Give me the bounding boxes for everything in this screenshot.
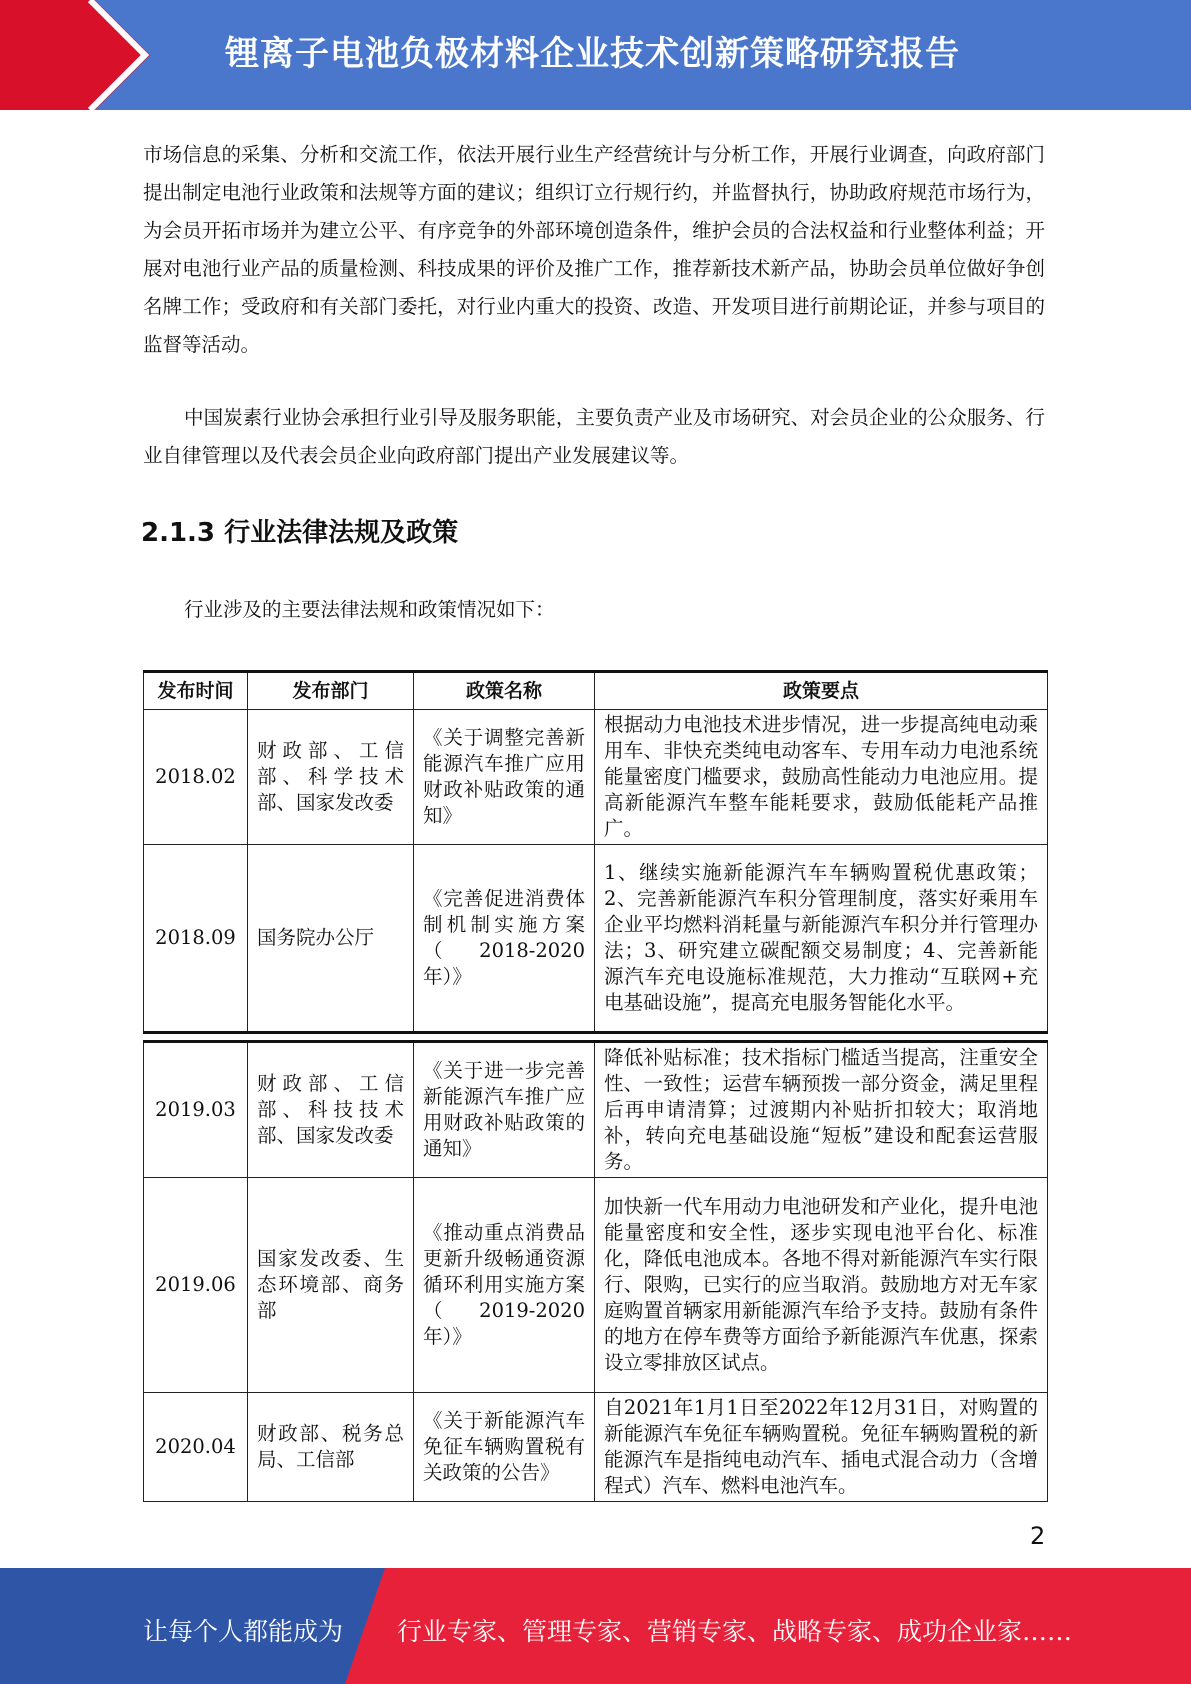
page-number: 2 <box>1030 1522 1046 1550</box>
paragraph-2-text: 中国炭素行业协会承担行业引导及服务职能，主要负责产业及市场研究、对会员企业的公众服务、行业自律管理以及代表会员企业向政府部门提出产业发展建议等。 <box>143 406 1045 467</box>
cell-policy-points: 加快新一代车用动力电池研发和产业化，提升电池能量密度和安全性，逐步实现电池平台化、标准化，降低电池成本。各地不得对新能源汽车实行限行、限购，已实行的应当取消。鼓励地方对无车家庭购置首辆家用新能源汽车给予支持。鼓励有条件的地方在停车费等方面给予新能源汽车优惠，探索设立零排放区试点。 <box>595 1178 1048 1393</box>
cell-date: 2018.02 <box>144 710 248 845</box>
paragraph-1-text: 市场信息的采集、分析和交流工作，依法开展行业生产经营统计与分析工作，开展行业调查，向政府部门提出制定电池行业政策和法规等方面的建议；组织订立行规行约，并监督执行，协助政府规范市场行为，为会员开拓市场并为建立公平、有序竞争的外部环境创造条件，维护会员的合法权益和行业整体利益；开展对电池行业产品的质量检测、科技成果的评价及推广工作，推荐新技术新产品，协助会员单位做好争创名牌工作；受政府和有关部门委托，对行业内重大的投资、改造、开发项目进行前期论证，并参与项目的监督等活动。 <box>143 143 1045 356</box>
header-date: 发布时间 <box>144 672 248 710</box>
cell-dept: 财政部、工信部、科学技术部、国家发改委 <box>248 710 414 845</box>
cell-dept: 财政部、工信部、科技技术部、国家发改委 <box>248 1042 414 1178</box>
page-header <box>0 0 1191 110</box>
footer-slogan-right: 行业专家、管理专家、营销专家、战略专家、成功企业家…… <box>397 1617 1073 1646</box>
paragraph-2 <box>143 399 1045 475</box>
table-row <box>144 1042 1048 1178</box>
page-footer <box>0 1568 1191 1684</box>
header-policy-points: 政策要点 <box>595 672 1048 710</box>
cell-dept: 国务院办公厅 <box>248 845 414 1033</box>
cell-date: 2018.09 <box>144 845 248 1033</box>
report-title: 锂离子电池负极材料企业技术创新策略研究报告 <box>225 34 960 74</box>
cell-date: 2020.04 <box>144 1393 248 1502</box>
table-row <box>144 1393 1048 1502</box>
cell-policy-name: 《关于进一步完善新能源汽车推广应用财政补贴政策的通知》 <box>414 1042 595 1178</box>
table-row <box>144 845 1048 1033</box>
header-policy-name: 政策名称 <box>414 672 595 710</box>
cell-dept: 财政部、税务总局、工信部 <box>248 1393 414 1502</box>
header-dept: 发布部门 <box>248 672 414 710</box>
cell-dept: 国家发改委、生态环境部、商务部 <box>248 1178 414 1393</box>
cell-policy-name: 《关于新能源汽车免征车辆购置税有关政策的公告》 <box>414 1393 595 1502</box>
section-heading: 2.1.3 行业法律法规及政策 <box>141 518 459 548</box>
policy-table-part-1 <box>143 670 1048 1034</box>
cell-policy-name: 《完善促进消费体制机制实施方案（2018-2020年）》 <box>414 845 595 1033</box>
paragraph-3-text: 行业涉及的主要法律法规和政策情况如下： <box>184 598 555 621</box>
footer-slogan-left: 让每个人都能成为 <box>143 1617 344 1646</box>
cell-date: 2019.06 <box>144 1178 248 1393</box>
cell-policy-points: 降低补贴标准；技术指标门槛适当提高，注重安全性、一致性；运营车辆预拨一部分资金，满足里程后再申请清算；过渡期内补贴折扣较大；取消地补，转向充电基础设施“短板”建设和配套运营服务。 <box>595 1042 1048 1178</box>
table-header-row <box>144 672 1048 710</box>
table-row <box>144 710 1048 845</box>
cell-policy-points: 1、继续实施新能源汽车车辆购置税优惠政策；2、完善新能源汽车积分管理制度，落实好乘用车企业平均燃料消耗量与新能源汽车积分并行管理办法；3、研究建立碳配额交易制度；4、完善新能源汽车充电设施标准规范，大力推动“互联网+充电基础设施”，提高充电服务智能化水平。 <box>595 845 1048 1033</box>
cell-policy-points: 自2021年1月1日至2022年12月31日，对购置的新能源汽车免征车辆购置税。免征车辆购置税的新能源汽车是指纯电动汽车、插电式混合动力（含增程式）汽车、燃料电池汽车。 <box>595 1393 1048 1502</box>
table-row <box>144 1178 1048 1393</box>
policy-table-part-2 <box>143 1040 1048 1502</box>
cell-policy-points: 根据动力电池技术进步情况，进一步提高纯电动乘用车、非快充类纯电动客车、专用车动力电池系统能量密度门槛要求，鼓励高性能动力电池应用。提高新能源汽车整车能耗要求，鼓励低能耗产品推广。 <box>595 710 1048 845</box>
cell-policy-name: 《关于调整完善新能源汽车推广应用财政补贴政策的通知》 <box>414 710 595 845</box>
cell-policy-name: 《推动重点消费品更新升级畅通资源循环利用实施方案（2019-2020年）》 <box>414 1178 595 1393</box>
paragraph-1 <box>143 136 1045 364</box>
paragraph-3 <box>143 591 1045 629</box>
cell-date: 2019.03 <box>144 1042 248 1178</box>
